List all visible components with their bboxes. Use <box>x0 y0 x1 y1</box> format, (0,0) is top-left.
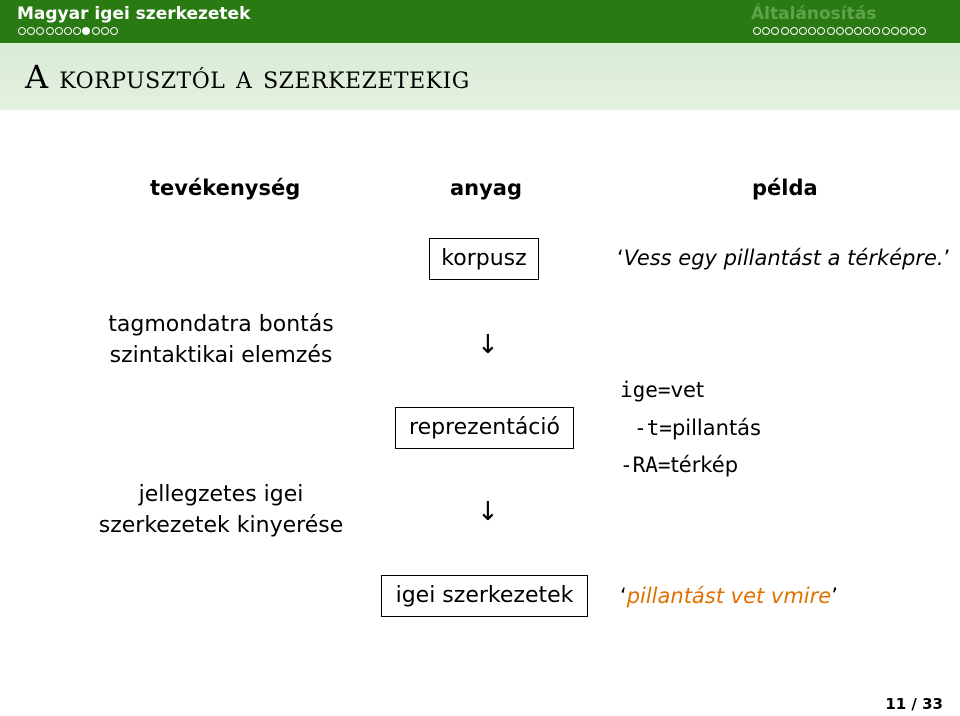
example-construction <box>620 584 838 608</box>
repr-line-3 <box>620 453 738 477</box>
corpus-label: korpusz <box>441 246 527 271</box>
close-quote: ’ <box>831 584 838 608</box>
nav-dot[interactable] <box>863 27 871 35</box>
representation-label: reprezentáció <box>409 415 560 440</box>
nav-dot[interactable] <box>808 27 816 35</box>
nav-dot[interactable] <box>918 27 926 35</box>
nav-dot[interactable] <box>92 27 100 35</box>
column-heading-material: anyag <box>450 176 523 200</box>
repr-line-3-value: térkép <box>670 453 739 477</box>
open-quote: ‘ <box>620 584 627 608</box>
nav-dot[interactable] <box>900 27 908 35</box>
nav-dot[interactable] <box>799 27 807 35</box>
nav-dot[interactable] <box>64 27 72 35</box>
frame-title: A korpusztól a szerkezetekig <box>25 58 470 96</box>
nav-dot[interactable] <box>36 27 44 35</box>
nav-dot[interactable] <box>27 27 35 35</box>
left-navigation-dots[interactable] <box>18 27 119 39</box>
nav-dot[interactable] <box>827 27 835 35</box>
nav-dot[interactable] <box>817 27 825 35</box>
right-navigation-dots[interactable] <box>753 27 928 39</box>
representation-box <box>395 407 574 449</box>
corpus-box <box>429 238 539 280</box>
down-arrow-2: ↓ <box>477 497 499 527</box>
verbal-constructions-label: igei szerkezetek <box>395 583 574 608</box>
nav-dot[interactable] <box>753 27 761 35</box>
nav-dot[interactable] <box>882 27 890 35</box>
activity-step-1-line-2: szintaktikai elemzés <box>109 343 333 368</box>
nav-dot[interactable] <box>55 27 63 35</box>
example-sentence <box>617 246 950 270</box>
column-heading-activity: tevékenység <box>150 176 301 200</box>
nav-dot[interactable] <box>854 27 862 35</box>
close-quote: ’ <box>943 246 951 270</box>
repr-line-2-value: pillantás <box>671 416 761 440</box>
activity-step-2-line-2: szerkezetek kinyerése <box>98 513 344 538</box>
nav-dot[interactable] <box>845 27 853 35</box>
nav-dot[interactable] <box>46 27 54 35</box>
repr-line-2-key: -t= <box>634 416 672 440</box>
nav-dot[interactable] <box>872 27 880 35</box>
nav-dot[interactable] <box>781 27 789 35</box>
nav-dot[interactable] <box>771 27 779 35</box>
nav-dot[interactable] <box>909 27 917 35</box>
activity-step-2-line-1: jellegzetes igei <box>138 482 304 507</box>
nav-dot[interactable] <box>762 27 770 35</box>
nav-dot[interactable] <box>790 27 798 35</box>
verbal-constructions-box <box>381 575 588 617</box>
repr-line-1-key: ige= <box>620 378 671 402</box>
repr-line-1 <box>620 378 704 402</box>
repr-line-1-value: vet <box>670 378 705 402</box>
example-sentence-text: Vess egy pillantást a térképre. <box>623 246 944 270</box>
nav-dot[interactable] <box>110 27 118 35</box>
page-number: 11 / 33 <box>885 695 943 713</box>
nav-dot-current[interactable] <box>82 27 90 35</box>
column-heading-example: példa <box>752 176 818 200</box>
repr-line-3-key: -RA= <box>620 453 671 477</box>
activity-step-1-line-1: tagmondatra bontás <box>108 312 334 337</box>
repr-line-2 <box>634 416 761 440</box>
open-quote: ‘ <box>617 246 624 270</box>
nav-dot[interactable] <box>891 27 899 35</box>
section-title-link[interactable]: Általánosítás <box>751 4 877 24</box>
nav-dot[interactable] <box>73 27 81 35</box>
presentation-title-link[interactable]: Magyar igei szerkezetek <box>17 4 251 24</box>
construction-text: pillantást vet vmire <box>626 584 832 608</box>
nav-dot[interactable] <box>18 27 26 35</box>
nav-dot[interactable] <box>101 27 109 35</box>
nav-dot[interactable] <box>836 27 844 35</box>
down-arrow-1: ↓ <box>477 330 499 360</box>
